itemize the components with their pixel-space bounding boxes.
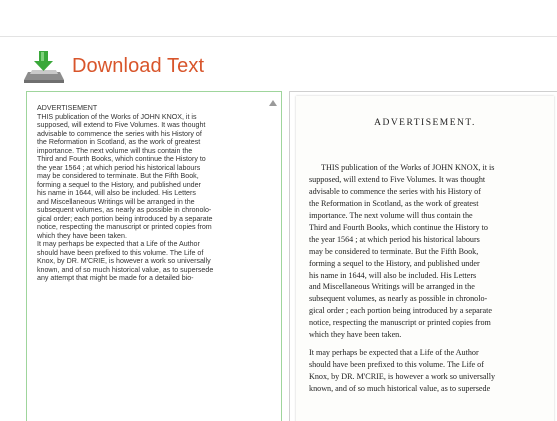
scan-paragraph-1: THIS publication of the Works of JOHN KNOX, it is supposed, will extend to Five Volumes. It was thought advisable to commence the series with his History of the Reformation in Scotland, as the work of greatest importance. The next volume will thus contain the Third and Fourth Books, which continue the History to the year 1564 ; at which period his historical labours may be considered to terminate. But the Fifth Book, forming a sequel to the History, and published under his name in 1644, will also be included. His Letters and Miscellaneous Writings will be arranged in the subsequent volumes, as nearly as possible in chronolo- gical order ; each portion being introduced by a separate notice, respecting the manuscript or printed copies from which they have been taken. (309, 162, 495, 340)
top-divider (0, 36, 557, 37)
scan-body (309, 150, 547, 419)
download-tray-icon[interactable] (22, 48, 66, 84)
scanned-page-panel (289, 91, 557, 421)
download-text-title[interactable]: Download Text (72, 54, 205, 77)
scanned-page-image (296, 96, 554, 421)
ocr-scrollbar[interactable] (267, 98, 279, 418)
scroll-up-arrow-icon[interactable] (269, 100, 277, 106)
ocr-text-panel[interactable] (26, 91, 282, 421)
download-text-header[interactable] (22, 46, 204, 86)
scan-heading: ADVERTISEMENT. (374, 118, 476, 128)
ocr-text-content: ADVERTISEMENT THIS publication of the Works of JOHN KNOX, it is supposed, will extend to Five Volumes. It was thought advisable to commence the series with his History of the Reformation in Scotland, as the work of greatest importance. The next volume will thus contain the Third and Fourth Books, which continue the History to the year 1564 ; at which period his historical labours may be considered to terminate. But the Fifth Book, forming a sequel to the History, and published under his name in 1644, will also be included. His Letters and Miscellaneous Writings will be arranged in the subsequent volumes, as nearly as possible in chronolo- gical order; each portion being introduced by a separate notice, respecting the manuscript or printed copies from which they have been taken. It may perhaps be expected that a Life of the Author should have been prefixed to this volume. The Life of Knox, by DR. M'CRIE, is however a work so universally known, and of so much historical value, as to supersede any attempt that might be made for a detailed bio- (37, 104, 214, 282)
scan-paragraph-2: It may perhaps be expected that a Life of the Author should have been prefixed to this volume. The Life of Knox, by DR. M'CRIE, is however a work so universally known, and of so much historical value, as to supersede (309, 348, 496, 394)
